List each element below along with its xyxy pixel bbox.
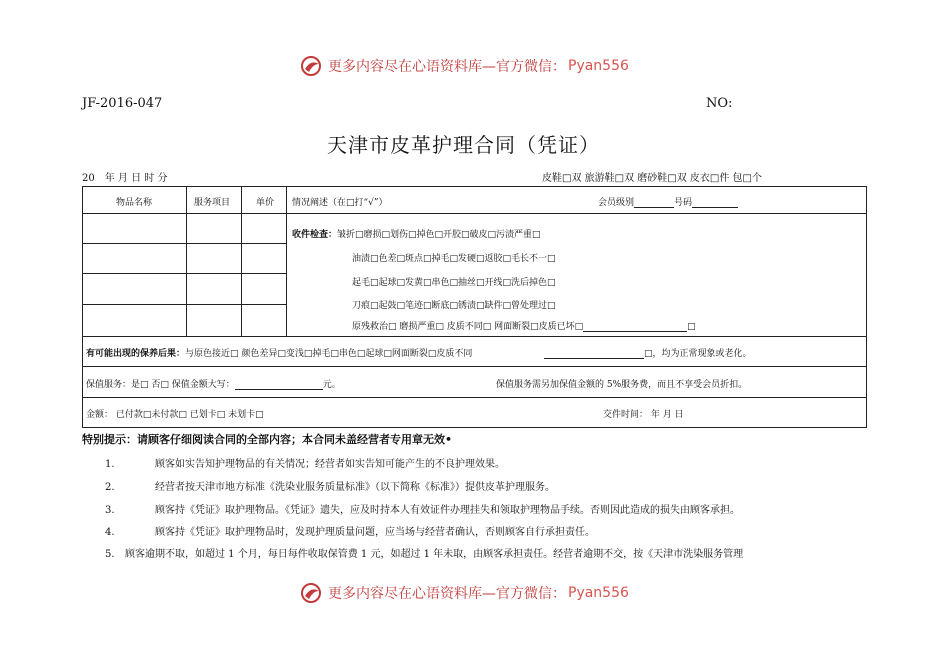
risk-label: 有可能出现的保养后果： bbox=[86, 349, 186, 359]
inspection-line-1: 收件检查：皱折□磨损□划伤□掉色□开胶□破皮□污渍严重□ bbox=[292, 230, 541, 240]
header-price: 单价 bbox=[256, 198, 275, 208]
insurance-amount-blank bbox=[235, 380, 323, 390]
item-name-cell-2[interactable] bbox=[83, 244, 185, 272]
watermark-bottom bbox=[300, 582, 629, 604]
inspection-label: 收件检查： bbox=[292, 230, 338, 240]
header-service: 服务项目 bbox=[194, 198, 231, 208]
notice-item-3: 3. 顾客持《凭证》取护理物品。《凭证》遗失，应及时持本人有效证件办理挂失和领取护理物品手续。否则因此造成的损失由顾客承担。 bbox=[105, 505, 740, 516]
inspection-line-4: 刀痕□起鼓□笔迹□断底□锈渍□缺件□曾处理过□ bbox=[352, 301, 556, 311]
doc-number: JF-2016-047 bbox=[82, 96, 163, 111]
member-level-blank bbox=[634, 198, 674, 208]
item-counts: 皮鞋□双 旅游鞋□双 磨砂鞋□双 皮衣□件 包□个 bbox=[542, 173, 762, 184]
inspection-line-5: 原残救治□ 磨损严重□ 皮质不同□ 网面断裂□皮质已坏□ □ bbox=[352, 322, 696, 332]
notice-title: 特别提示：请顾客仔细阅读合同的全部内容；本合同未盖经营者专用章无效• bbox=[82, 433, 453, 446]
delivery-time: 交件时间： 年 月 日 bbox=[603, 410, 684, 420]
notice-item-2: 2. 经营者按天津市地方标准《洗染业服务质量标准》（以下简称《标准》）提供皮革护理服务。 bbox=[105, 482, 555, 493]
watermark-handle: Pyan556 bbox=[568, 58, 629, 74]
notice-item-1: 1. 顾客如实告知护理物品的有关情况；经营者如实告知可能产生的不良护理效果。 bbox=[105, 459, 505, 470]
number-blank bbox=[692, 198, 738, 208]
risk-text: 与原色接近□ 颜色差异□变浅□掉毛□串色□起球□网面断裂□皮质不同 bbox=[185, 349, 473, 359]
member-level-field[interactable] bbox=[598, 195, 738, 208]
header-item-name: 物品名称 bbox=[116, 198, 153, 208]
number-label: 号码 bbox=[674, 198, 693, 208]
header-condition: 情况阐述（在□打“√”） bbox=[292, 198, 388, 208]
notice-item-4: 4. 顾客持《凭证》取护理物品时，发现护理质量问题，应当场与经营者确认，否则顾客自行承担责任。 bbox=[105, 527, 595, 538]
watermark-logo-icon bbox=[300, 582, 324, 604]
member-level-label: 会员级别 bbox=[598, 198, 635, 208]
item-name-cell-3[interactable] bbox=[83, 274, 185, 303]
item-name-cell-4[interactable] bbox=[83, 305, 185, 335]
damage-blank bbox=[583, 322, 687, 332]
watermark-handle: Pyan556 bbox=[568, 585, 629, 601]
insurance-label: 保值服务：是□ 否□ 保值金额大写： bbox=[86, 380, 235, 390]
notice-item-5: 5. 顾客逾期不取，如超过 1 个月，每日每件收取保管费 1 元，如超过 1 年未取，由顾客承担责任。经营者逾期不交，按《天津市洗染服务管理 bbox=[105, 549, 744, 560]
inspection-line-3: 起毛□起球□发黄□串色□抽丝□开线□洗后掉色□ bbox=[352, 278, 556, 288]
inspection-line-2: 油渍□色差□斑点□掉毛□发硬□返胶□毛长不一□ bbox=[352, 254, 556, 264]
date-line: 20 年 月 日 时 分 bbox=[82, 173, 168, 184]
insurance-field[interactable]: 保值服务：是□ 否□ 保值金额大写： 元。 bbox=[86, 380, 341, 390]
page-title: 天津市皮革护理合同（凭证） bbox=[327, 133, 600, 157]
risk-row bbox=[86, 346, 472, 359]
payment-status[interactable]: 金额： 已付款□未付款□ 已划卡□ 未划卡□ bbox=[86, 410, 264, 420]
watermark-top bbox=[300, 55, 629, 77]
risk-blank bbox=[544, 349, 644, 359]
no-label: NO: bbox=[706, 96, 733, 111]
watermark-logo-icon bbox=[300, 55, 324, 77]
watermark-text: 更多内容尽在心语资料库—官方微信： bbox=[328, 59, 566, 75]
watermark-text: 更多内容尽在心语资料库—官方微信： bbox=[328, 586, 566, 602]
risk-suffix-field: □，均为正常现象或老化。 bbox=[544, 346, 752, 359]
item-name-cell-1[interactable] bbox=[83, 214, 185, 242]
insurance-note: 保值服务需另加保值金额的 5%服务费，而且不享受会员折扣。 bbox=[496, 380, 748, 390]
